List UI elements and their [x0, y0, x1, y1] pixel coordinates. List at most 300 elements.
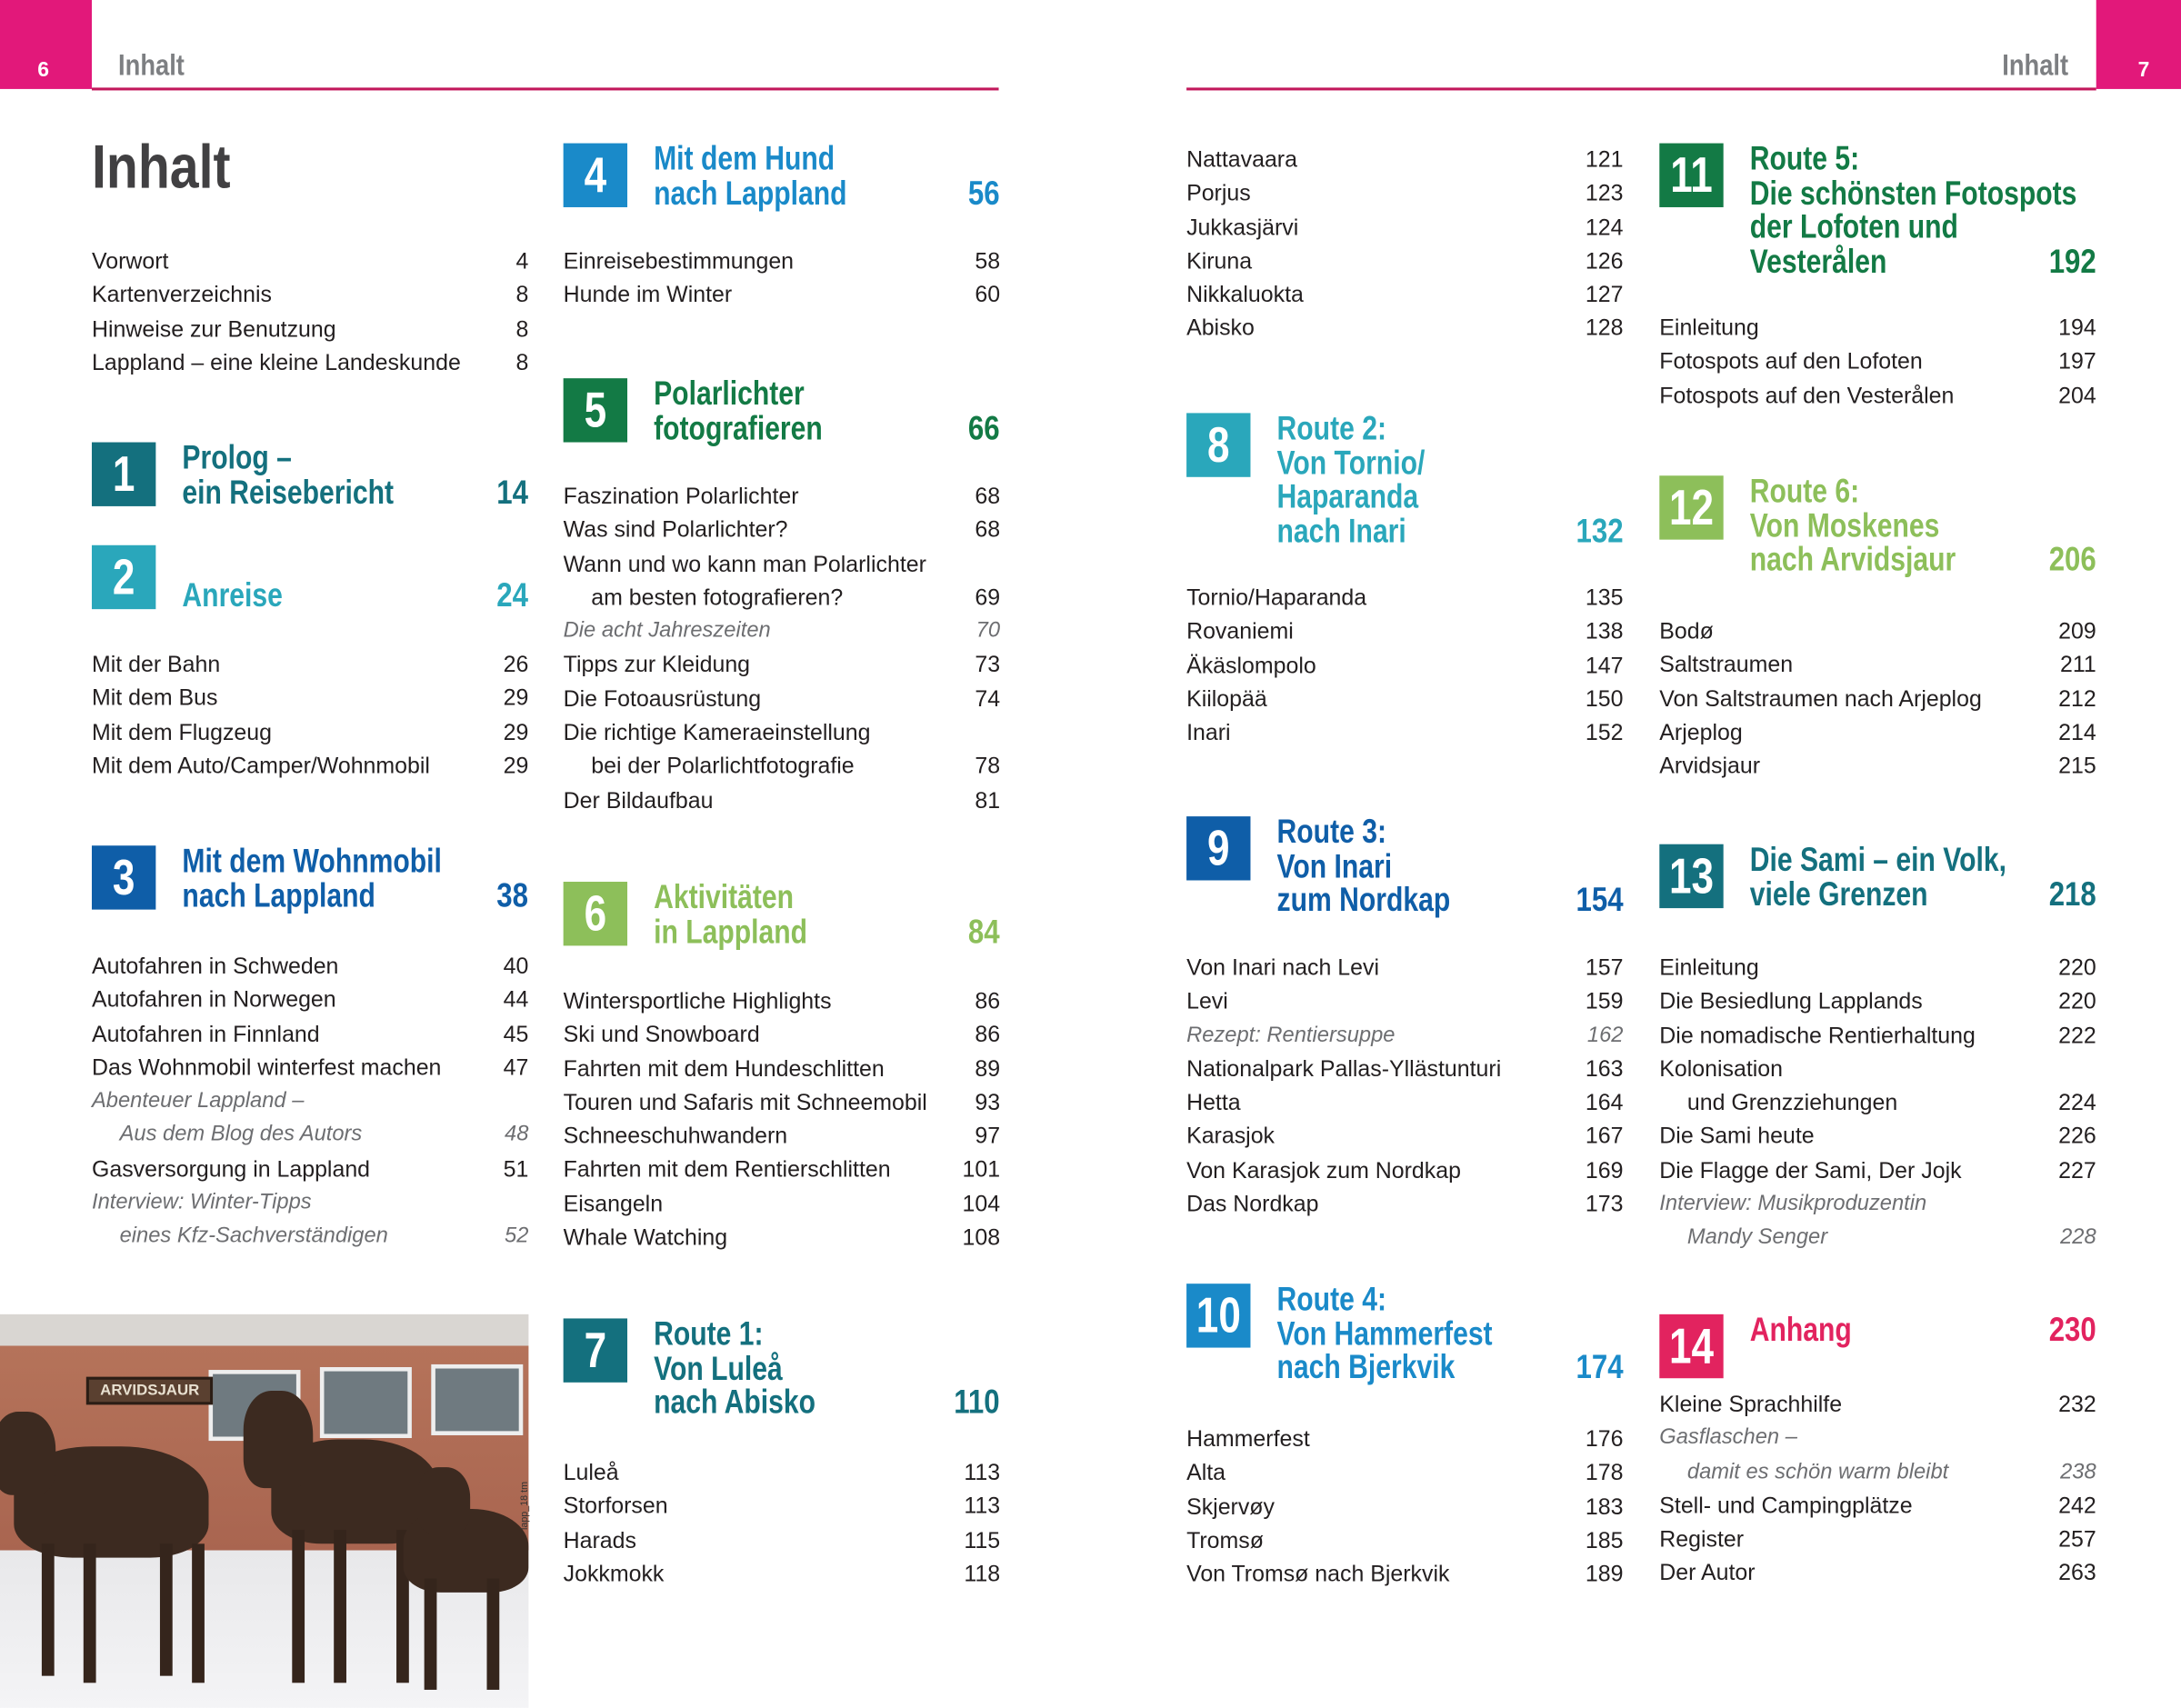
toc-entry-label: Von Karasjok zum Nordkap	[1186, 1158, 1461, 1184]
toc-entry[interactable]	[1186, 1558, 1623, 1592]
toc-entry-page: 60	[975, 283, 1001, 308]
toc-entry-label: damit es schön warm bleibt	[1686, 1459, 1949, 1483]
toc-entry-page: 209	[2058, 618, 2096, 644]
section-page: 154	[1576, 882, 1624, 920]
toc-entry-label: Eisangeln	[563, 1191, 664, 1217]
toc-entry-label: Karasjok	[1186, 1124, 1276, 1150]
toc-entry-page: 220	[2058, 989, 2096, 1014]
section-title	[654, 375, 859, 447]
toc-entry-page: 159	[1585, 989, 1624, 1014]
left-running-head: Inhalt	[118, 50, 185, 83]
toc-entry[interactable]	[1659, 379, 2096, 413]
toc-entry-label: Ski und Snowboard	[563, 1023, 760, 1048]
left-page-number: 6	[37, 58, 50, 83]
toc-entry-page: 138	[1585, 619, 1624, 644]
section-number-badge	[564, 882, 627, 945]
toc-entry-label: Harads	[563, 1527, 636, 1553]
section-title-line: Vesterålen	[1749, 242, 1887, 281]
toc-entry-label: Lappland – eine kleine Landeskunde	[91, 350, 461, 375]
right-page-number: 7	[2137, 58, 2150, 83]
section-heading-10[interactable]	[1186, 1283, 1623, 1385]
toc-entry-page: 108	[962, 1225, 1001, 1251]
toc-entry-page: 163	[1585, 1056, 1624, 1083]
toc-entry-label: Skjervøy	[1186, 1494, 1275, 1520]
toc-entry[interactable]	[1659, 1053, 2096, 1086]
toc-entry[interactable]	[564, 1154, 1000, 1187]
toc-entry[interactable]	[1659, 1388, 2096, 1422]
section-title-line: Anreise	[182, 576, 283, 614]
section-title-line: Aktivitäten	[654, 878, 795, 917]
toc-entry-page: 86	[975, 988, 1001, 1014]
toc-entry-page: 197	[2058, 349, 2096, 375]
toc-entry[interactable]	[564, 615, 1000, 649]
toc-entry[interactable]	[1659, 614, 2096, 648]
toc-entry[interactable]	[1186, 1188, 1623, 1222]
toc-entry-label: Jokkmokk	[563, 1562, 665, 1587]
toc-entry-page: 123	[1585, 181, 1624, 206]
toc-entry[interactable]	[564, 1018, 1000, 1052]
toc-entry-list	[1186, 582, 1623, 751]
toc-entry[interactable]	[92, 1017, 528, 1051]
toc-entry-page: 8	[515, 316, 529, 342]
toc-entry-label: Mit dem Flugzeug	[91, 719, 272, 745]
toc-entry[interactable]	[1186, 716, 1623, 750]
toc-entry[interactable]	[92, 1186, 528, 1220]
toc-entry[interactable]	[1186, 1086, 1623, 1120]
section-title-line: Mit dem Wohnmobil	[182, 843, 442, 881]
toc-entry-label: Alta	[1186, 1460, 1226, 1486]
toc-entry[interactable]	[564, 1053, 1000, 1086]
toc-entry[interactable]	[564, 547, 1000, 581]
section-heading-4[interactable]	[564, 140, 1001, 213]
toc-entry-page: 263	[2058, 1561, 2096, 1586]
toc-entry[interactable]	[1659, 1086, 2096, 1120]
toc-entry-page: 238	[2060, 1459, 2096, 1483]
toc-entry-page: 126	[1585, 248, 1624, 275]
section-title-line: Route 1:	[654, 1315, 764, 1353]
toc-entry-label: eines Kfz-Sachverständigen	[119, 1224, 388, 1248]
toc-entry-label: Levi	[1186, 989, 1228, 1014]
toc-entry-page: 242	[2058, 1493, 2096, 1519]
toc-entry[interactable]	[1659, 985, 2096, 1019]
toc-entry-page: 167	[1585, 1124, 1624, 1150]
section-title-line: Von Inari	[1276, 847, 1393, 885]
toc-entry-page: 29	[503, 719, 529, 745]
toc-entry-page: 124	[1585, 215, 1624, 241]
toc-entry-label: Register	[1659, 1527, 1745, 1553]
toc-entry-page: 227	[2058, 1158, 2096, 1184]
toc-entry[interactable]	[92, 984, 528, 1017]
toc-entry-page: 68	[975, 517, 1001, 544]
toc-entry-page: 29	[503, 685, 529, 712]
section-page: 56	[968, 175, 1001, 213]
toc-entry-label: Whale Watching	[563, 1225, 728, 1251]
toc-entry[interactable]	[1186, 312, 1623, 345]
toc-entry[interactable]	[564, 278, 1000, 312]
section-number-badge	[1186, 413, 1250, 476]
toc-entry-label: Tromsø	[1186, 1528, 1264, 1553]
toc-entry[interactable]	[92, 950, 528, 984]
toc-entry-page: 214	[2058, 720, 2096, 745]
toc-entry[interactable]	[564, 245, 1000, 278]
section-heading-12[interactable]	[1659, 475, 2096, 577]
toc-entry[interactable]	[564, 480, 1000, 514]
toc-entry-label: Autofahren in Finnland	[91, 1021, 320, 1047]
section-heading-7[interactable]	[564, 1315, 1001, 1422]
toc-entry-list	[92, 245, 528, 380]
section-title-line: Route 4:	[1276, 1281, 1386, 1319]
toc-entry[interactable]	[1186, 1154, 1623, 1188]
section-title-line: Polarlichter	[654, 375, 805, 414]
toc-entry[interactable]	[92, 313, 528, 346]
toc-entry[interactable]	[1659, 1188, 2096, 1222]
toc-entry-list	[1659, 312, 2096, 414]
arvidsjaur-sign: ARVIDSJAUR	[86, 1377, 214, 1405]
toc-entry[interactable]	[1659, 1222, 2096, 1255]
toc-entry[interactable]	[564, 784, 1000, 817]
section-number-badge	[564, 1318, 627, 1382]
toc-entry[interactable]	[564, 1557, 1000, 1591]
toc-entry[interactable]	[564, 716, 1000, 750]
toc-entry[interactable]	[564, 1086, 1000, 1120]
toc-entry-page: 73	[975, 653, 1001, 678]
toc-entry[interactable]	[1659, 1019, 2096, 1053]
toc-entry[interactable]	[92, 1220, 528, 1254]
toc-entry-page: 70	[975, 619, 1001, 644]
toc-entry[interactable]	[92, 1085, 528, 1119]
section-title-line: Anhang	[1749, 1311, 1852, 1350]
toc-entry-list	[1659, 952, 2096, 1256]
toc-entry[interactable]	[1659, 952, 2096, 985]
section-number-badge	[92, 443, 155, 506]
toc-entry-page: 48	[505, 1123, 529, 1147]
section-number-badge	[1186, 1283, 1250, 1347]
toc-entry-page: 204	[2058, 383, 2096, 409]
toc-entry-label: Mit der Bahn	[91, 652, 221, 678]
toc-entry[interactable]	[1186, 211, 1623, 245]
section-number: 1	[112, 444, 135, 503]
toc-entry-page: 104	[962, 1191, 1001, 1217]
toc-entry[interactable]	[1186, 278, 1623, 312]
toc-entry-page: 118	[964, 1562, 1001, 1587]
section-heading-2[interactable]	[92, 545, 528, 614]
toc-entry-label: Wintersportliche Highlights	[563, 988, 832, 1014]
toc-entry[interactable]	[92, 682, 528, 715]
toc-entry-page: 135	[1585, 585, 1624, 611]
toc-entry-list	[1186, 144, 1623, 346]
toc-entry[interactable]	[92, 715, 528, 749]
section-title-line: Route 6:	[1749, 473, 1860, 511]
section-title-line: Prolog –	[182, 439, 292, 477]
section-title	[1750, 475, 2001, 577]
section-title	[1749, 1311, 1875, 1350]
toc-entry-page: 68	[975, 484, 1001, 509]
toc-entry[interactable]	[1186, 1491, 1623, 1524]
toc-entry-label: Luleå	[563, 1460, 619, 1486]
toc-entry-label: Jukkasjärvi	[1186, 215, 1299, 241]
section-title	[1749, 841, 2063, 914]
toc-entry-page: 51	[503, 1156, 529, 1183]
section-page: 66	[968, 409, 1001, 447]
toc-entry-page: 52	[505, 1224, 529, 1248]
toc-entry[interactable]	[92, 245, 528, 278]
toc-entry-list	[564, 984, 1000, 1254]
toc-entry[interactable]	[1186, 649, 1623, 683]
toc-entry-page: 189	[1585, 1562, 1624, 1588]
toc-entry[interactable]	[564, 514, 1000, 547]
section-page: 174	[1576, 1349, 1624, 1387]
section-number-badge	[1186, 816, 1250, 880]
toc-entry[interactable]	[564, 1490, 1000, 1523]
toc-entry[interactable]	[1659, 716, 2096, 750]
toc-entry-label: Autofahren in Schweden	[91, 954, 339, 980]
toc-entry[interactable]	[1659, 312, 2096, 345]
toc-entry[interactable]	[92, 1052, 528, 1085]
section-number: 5	[584, 381, 607, 438]
toc-entry-label: Bodø	[1659, 618, 1714, 644]
toc-entry-page: 157	[1585, 955, 1624, 981]
toc-entry-page: 97	[975, 1124, 1001, 1150]
toc-entry-label: Was sind Polarlichter?	[563, 517, 788, 544]
section-heading-3[interactable]	[92, 845, 528, 914]
toc-entry-label: Stell- und Campingplätze	[1659, 1493, 1913, 1519]
section-page: 206	[2048, 541, 2096, 579]
toc-entry-label: Hunde im Winter	[563, 283, 733, 308]
toc-entry-list	[564, 1456, 1000, 1592]
moose-sculptures-photo	[0, 1314, 528, 1708]
section-heading-1[interactable]	[92, 439, 529, 512]
toc-entry-page: 8	[515, 350, 529, 375]
section-heading-14[interactable]	[1659, 1311, 2096, 1374]
section-title	[1276, 410, 1458, 551]
toc-entry[interactable]	[564, 750, 1000, 784]
toc-entry-page: 115	[964, 1527, 1001, 1553]
section-title-line: Die schönsten Fotospots	[1749, 175, 2077, 213]
toc-entry-label: Einreisebestimmungen	[563, 248, 795, 275]
toc-entry[interactable]	[1186, 582, 1623, 615]
toc-entry-label: Das Wohnmobil winterfest machen	[91, 1055, 442, 1081]
section-heading-11[interactable]	[1659, 140, 2096, 281]
toc-entry-page: 101	[962, 1157, 1001, 1184]
toc-entry-page: 113	[964, 1493, 1001, 1520]
section-number: 14	[1668, 1316, 1714, 1374]
toc-entry[interactable]	[564, 649, 1000, 683]
toc-entry-label: Von Tromsø nach Bjerkvik	[1186, 1562, 1450, 1588]
toc-entry-page: 178	[1585, 1460, 1624, 1486]
toc-entry-page: 169	[1585, 1158, 1624, 1184]
toc-entry[interactable]	[564, 1221, 1000, 1254]
toc-entry-page: 78	[975, 754, 1001, 780]
toc-entry-page: 257	[2058, 1527, 2096, 1553]
section-title	[1277, 1283, 1540, 1385]
toc-entry-list	[92, 648, 528, 784]
section-title-line: Route 5:	[1749, 140, 1860, 178]
toc-entry[interactable]	[1186, 1053, 1623, 1086]
toc-entry-page: 147	[1585, 653, 1624, 679]
section-page: 110	[954, 1383, 1001, 1422]
toc-entry[interactable]	[92, 750, 528, 784]
section-number-badge	[92, 545, 155, 609]
section-title-line: nach Arvidsjaur	[1749, 541, 1956, 579]
toc-entry-page: 113	[964, 1460, 1001, 1486]
toc-entry[interactable]	[1659, 345, 2096, 379]
toc-entry[interactable]	[92, 1119, 528, 1153]
toc-entry[interactable]	[1186, 1120, 1623, 1154]
toc-entry[interactable]	[1186, 1019, 1623, 1053]
toc-entry[interactable]	[92, 648, 528, 682]
toc-entry-label: Von Inari nach Levi	[1186, 955, 1379, 981]
toc-entry-page: 69	[975, 584, 1001, 611]
toc-entry[interactable]	[1186, 245, 1623, 278]
toc-entry-label: Fahrten mit dem Hundeschlitten	[563, 1056, 885, 1082]
toc-entry[interactable]	[1186, 985, 1623, 1019]
toc-entry[interactable]	[564, 984, 1000, 1018]
section-number: 13	[1668, 846, 1714, 904]
toc-entry[interactable]	[1186, 1423, 1623, 1456]
section-title	[1277, 816, 1489, 918]
right-running-head: Inhalt	[2002, 50, 2069, 83]
toc-entry-label: Nikkaluokta	[1186, 282, 1304, 308]
toc-entry-page: 4	[515, 248, 529, 275]
toc-entry[interactable]	[92, 278, 528, 312]
toc-entry[interactable]	[1186, 177, 1623, 211]
toc-entry[interactable]	[1659, 1120, 2096, 1154]
toc-entry-label: Mandy Senger	[1686, 1225, 1828, 1250]
section-heading-13[interactable]	[1659, 841, 2096, 914]
section-heading-6[interactable]	[564, 878, 1001, 951]
toc-entry-label: Kiilopää	[1186, 686, 1267, 713]
section-title-line: nach Lappland	[182, 876, 375, 914]
toc-entry-label: Interview: Winter-Tipps	[91, 1190, 312, 1214]
toc-entry-page: 81	[975, 788, 1001, 814]
toc-entry-label: Schneeschuhwandern	[563, 1124, 788, 1150]
toc-entry-label: Nattavaara	[1186, 147, 1297, 173]
toc-entry-label: Porjus	[1186, 181, 1251, 206]
toc-entry-page: 86	[975, 1023, 1001, 1048]
toc-entry-list	[1186, 952, 1623, 1222]
section-title-line: nach Inari	[1276, 512, 1406, 551]
toc-entry-label: Arvidsjaur	[1659, 754, 1761, 780]
toc-entry[interactable]	[1659, 1154, 2096, 1188]
section-number: 11	[1670, 145, 1713, 204]
toc-entry-page: 45	[503, 1021, 529, 1047]
section-title-line: der Lofoten und	[1749, 208, 1958, 246]
toc-entry-label: Faszination Polarlichter	[563, 484, 799, 509]
toc-entry-page: 74	[975, 686, 1001, 713]
toc-entry[interactable]	[1186, 615, 1623, 649]
toc-entry[interactable]	[1186, 1524, 1623, 1558]
toc-entry[interactable]	[564, 1523, 1000, 1557]
photo-credit: lapp_18 tm	[520, 1481, 530, 1530]
toc-entry-page: 93	[975, 1090, 1001, 1115]
section-title-line: Von Tornio/	[1276, 444, 1426, 483]
toc-entry[interactable]	[1659, 1557, 2096, 1591]
toc-entry-label: Inari	[1186, 720, 1231, 746]
toc-entry-page: 47	[503, 1055, 529, 1081]
toc-entry[interactable]	[1186, 144, 1623, 177]
toc-entry-label: Gasversorgung in Lappland	[91, 1156, 371, 1183]
section-page: 192	[2048, 242, 2096, 281]
section-heading-8[interactable]	[1186, 410, 1624, 551]
toc-entry-page: 121	[1585, 147, 1624, 173]
section-title	[654, 878, 841, 951]
toc-entry[interactable]	[1186, 1456, 1623, 1490]
section-title-line: Route 2:	[1276, 410, 1386, 448]
section-title	[654, 140, 889, 213]
section-page: 24	[496, 576, 529, 614]
section-title-line: Mit dem Hund	[654, 140, 835, 178]
section-heading-5[interactable]	[564, 375, 1001, 447]
right-header-rule	[1186, 87, 2096, 90]
toc-entry[interactable]	[92, 346, 528, 380]
toc-entry-page: 127	[1585, 282, 1624, 308]
toc-entry-label: Fotospots auf den Vesterålen	[1659, 383, 1955, 409]
section-title-line: fotografieren	[654, 409, 823, 447]
toc-entry[interactable]	[1659, 750, 2096, 784]
toc-entry-list	[1186, 1423, 1623, 1592]
toc-entry-page: 220	[2058, 955, 2096, 981]
section-title-line: nach Abisko	[654, 1383, 816, 1422]
toc-entry-page: 183	[1585, 1494, 1624, 1520]
toc-entry-page: 26	[503, 652, 529, 678]
toc-entry-page: 8	[515, 283, 529, 308]
section-number: 9	[1207, 819, 1230, 876]
toc-entry[interactable]	[92, 1153, 528, 1186]
section-heading-9[interactable]	[1186, 816, 1623, 918]
toc-entry-page: 194	[2058, 315, 2096, 341]
toc-entry[interactable]	[1659, 1523, 2096, 1557]
toc-entry-label: Die Fotoausrüstung	[563, 686, 762, 713]
section-page: 84	[968, 913, 1001, 951]
toc-entry-page: 222	[2058, 1023, 2096, 1048]
toc-entry[interactable]	[1659, 1489, 2096, 1523]
section-page: 230	[2048, 1311, 2096, 1350]
toc-entry[interactable]	[1186, 683, 1623, 716]
toc-entry-list	[564, 480, 1000, 818]
toc-entry[interactable]	[564, 1456, 1000, 1490]
section-page: 132	[1576, 512, 1624, 551]
section-title-line: nach Lappland	[654, 175, 847, 213]
toc-entry[interactable]	[564, 683, 1000, 716]
toc-entry[interactable]	[1186, 952, 1623, 985]
section-number-badge	[92, 845, 155, 909]
toc-entry[interactable]	[1659, 648, 2096, 682]
toc-entry-page: 150	[1585, 686, 1624, 713]
section-title-line: in Lappland	[654, 913, 808, 951]
toc-entry-page: 164	[1585, 1090, 1624, 1116]
toc-entry[interactable]	[564, 581, 1000, 614]
toc-entry-page: 152	[1585, 720, 1624, 746]
toc-entry-label: Interview: Musikproduzentin	[1659, 1192, 1927, 1216]
toc-entry[interactable]	[1659, 1422, 2096, 1455]
toc-entry-page: 29	[503, 754, 529, 779]
section-number-badge	[1659, 844, 1723, 908]
toc-entry[interactable]	[1659, 683, 2096, 716]
section-title-line: Von Moskenes	[1749, 506, 1940, 544]
toc-entry-label: Die acht Jahreszeiten	[563, 619, 771, 644]
section-number: 8	[1207, 415, 1230, 474]
toc-entry-label: Autofahren in Norwegen	[91, 987, 336, 1014]
toc-entry-page: 162	[1586, 1023, 1624, 1047]
toc-entry[interactable]	[564, 1120, 1000, 1154]
toc-entry[interactable]	[564, 1187, 1000, 1221]
section-number-badge	[1659, 475, 1723, 539]
toc-entry-page: 212	[2058, 686, 2096, 712]
toc-entry-label: Der Autor	[1659, 1561, 1756, 1586]
section-title-line: Von Luleå	[654, 1349, 783, 1388]
section-title-line: viele Grenzen	[1749, 875, 1928, 914]
toc-entry[interactable]	[1659, 1455, 2096, 1489]
